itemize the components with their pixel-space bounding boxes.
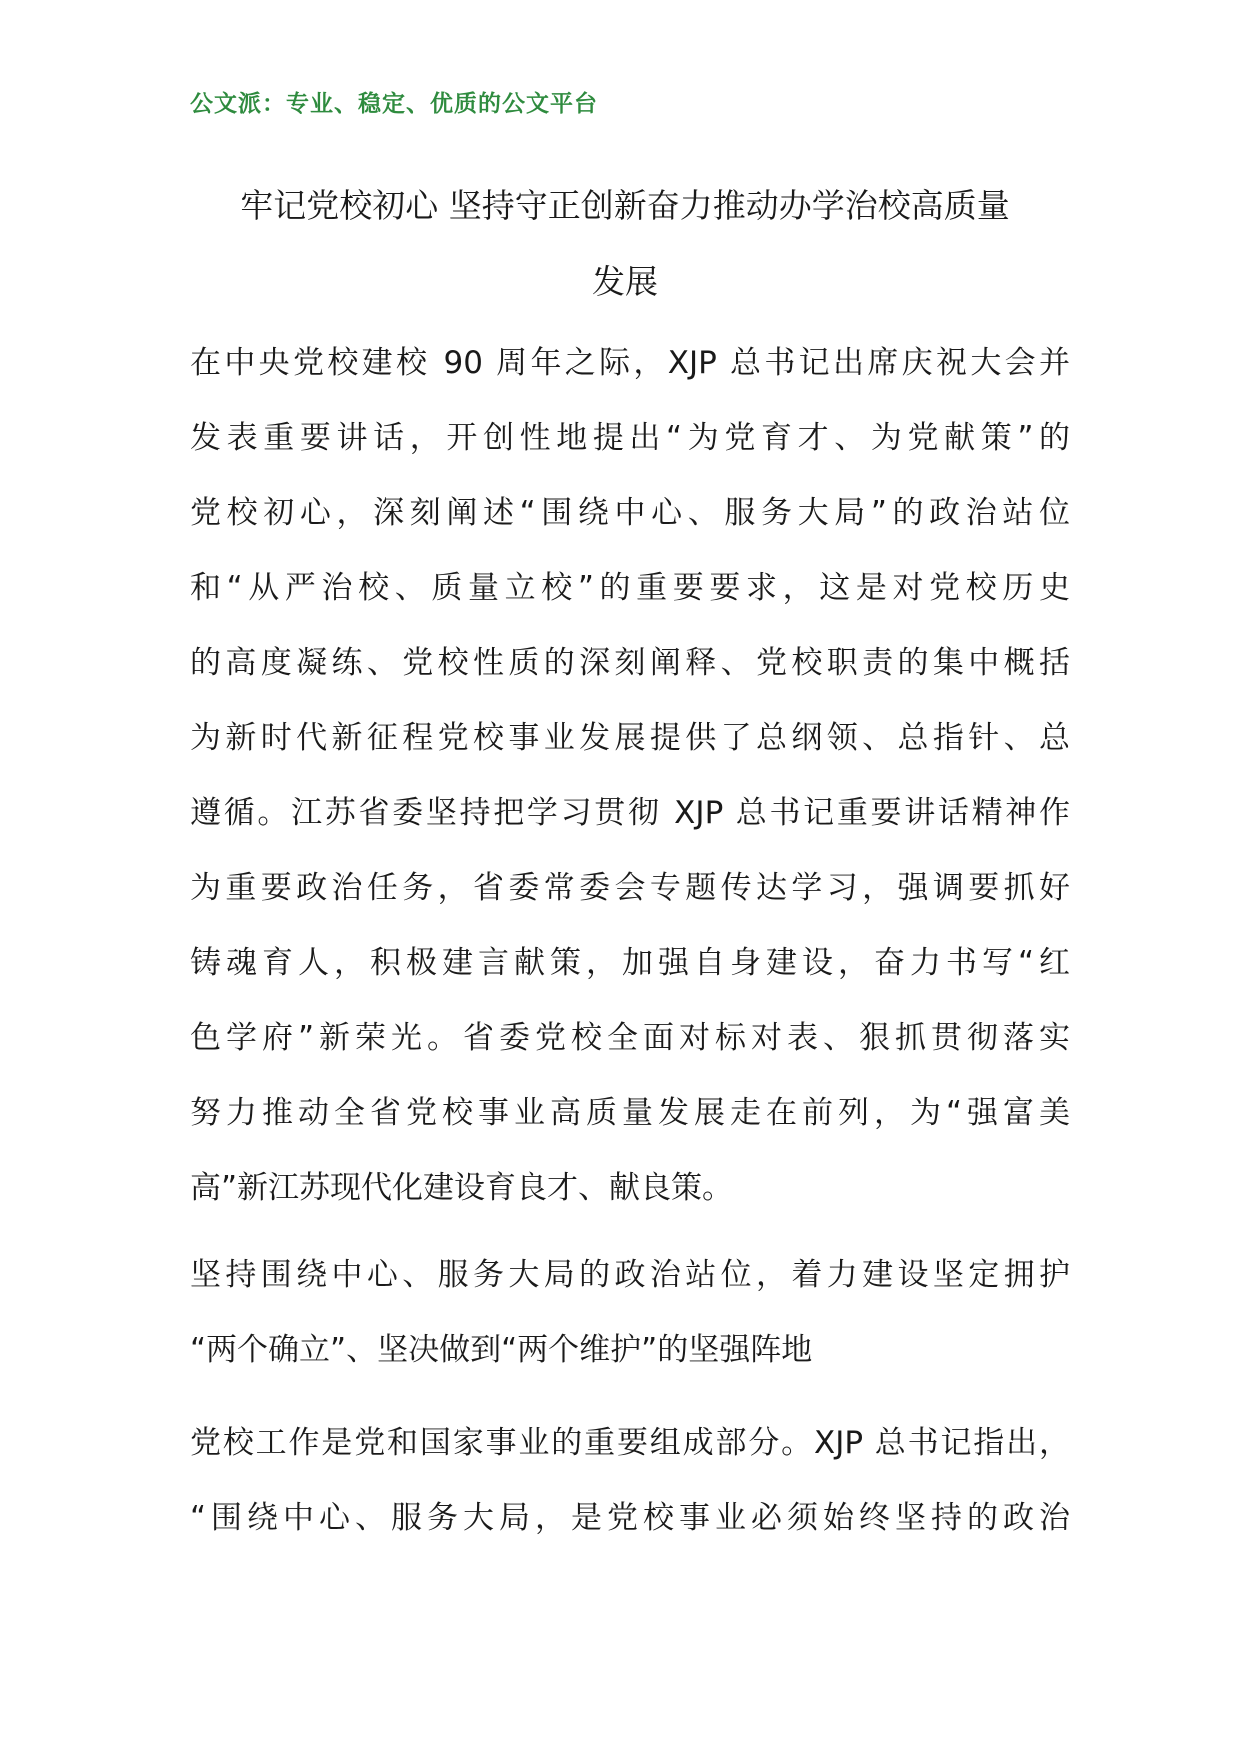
header-banner: 公文派：专业、稳定、优质的公文平台 [190, 91, 598, 117]
paragraph-line: 为新时代新征程党校事业发展提供了总纲领、总指针、总 [190, 720, 1070, 756]
heading-line: 坚持围绕中心、服务大局的政治站位，着力建设坚定拥护 [190, 1257, 1070, 1293]
paragraph-line: 铸魂育人，积极建言献策，加强自身建设，奋力书写“红 [190, 945, 1070, 981]
paragraph-line: 遵循。江苏省委坚持把学习贯彻 XJP 总书记重要讲话精神作 [190, 795, 1070, 831]
paragraph-line: “围绕中心、服务大局，是党校事业必须始终坚持的政治 [190, 1500, 1070, 1536]
paragraph-line: 高”新江苏现代化建设育良才、献良策。 [190, 1170, 734, 1206]
paragraph-line: 努力推动全省党校事业高质量发展走在前列，为“强富美 [190, 1095, 1070, 1131]
heading-line: “两个确立”、坚决做到“两个维护”的坚强阵地 [190, 1332, 813, 1368]
paragraph-line: 的高度凝练、党校性质的深刻阐释、党校职责的集中概括 [190, 645, 1070, 681]
paragraph-line: 在中央党校建校 90 周年之际，XJP 总书记出席庆祝大会并 [190, 345, 1070, 381]
paragraph-line: 为重要政治任务，省委常委会专题传达学习，强调要抓好 [190, 870, 1070, 906]
title-line: 牢记党校初心 坚持守正创新奋力推动办学治校高质量 [240, 186, 1010, 225]
title-line: 发展 [592, 262, 658, 301]
paragraph-line: 党校工作是党和国家事业的重要组成部分。XJP 总书记指出， [190, 1425, 1070, 1461]
paragraph-line: 党校初心，深刻阐述“围绕中心、服务大局”的政治站位 [190, 495, 1070, 531]
paragraph-line: 和“从严治校、质量立校”的重要要求，这是对党校历史 [190, 570, 1070, 606]
paragraph-2 [190, 1406, 1070, 1556]
document-title [190, 168, 1060, 320]
section-heading-1 [190, 1238, 1070, 1388]
paragraph-1 [190, 326, 1070, 1226]
paragraph-line: 色学府”新荣光。省委党校全面对标对表、狠抓贯彻落实 [190, 1020, 1070, 1056]
paragraph-line: 发表重要讲话，开创性地提出“为党育才、为党献策”的 [190, 420, 1070, 456]
